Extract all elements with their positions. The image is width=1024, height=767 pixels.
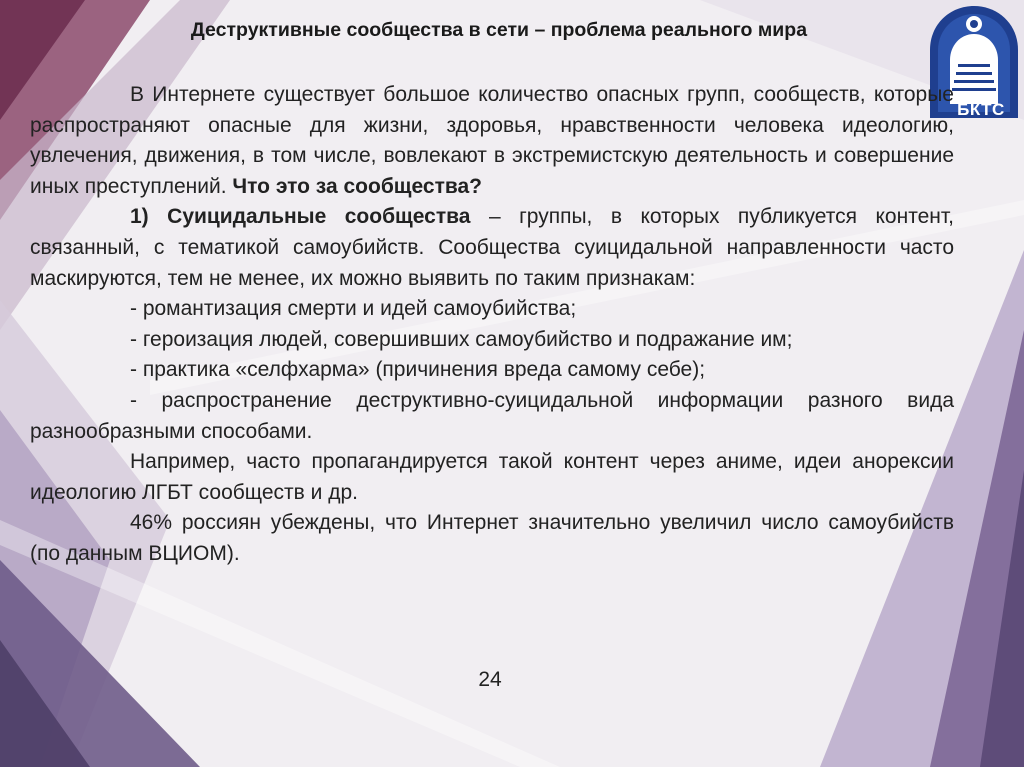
slide-title: Деструктивные сообщества в сети – проблема реального мира xyxy=(190,19,808,41)
example-paragraph: Например, часто пропагандируется такой контент через аниме, идеи анорексии идеологию ЛГБТ сообществ и др. xyxy=(30,450,954,504)
stat-paragraph: 46% россиян убеждены, что Интернет значительно увеличил число самоубийств (по данным ВЦИОМ). xyxy=(30,511,954,565)
intro-text: В Интернете существует большое количество опасных групп, сообществ, которые распространяют опасные для жизни, здоровья, нравственности человека идеологию, увлечения, движения, в том числе, вовлекают в экстремистскую деятельность и совершение иных преступлений. xyxy=(30,83,954,198)
page-number: 24 xyxy=(478,668,502,691)
sign-item: - романтизация смерти и идей самоубийства; xyxy=(130,297,577,321)
sign-item: - героизация людей, совершивших самоубийство и подражание им; xyxy=(130,327,793,351)
item1-lead: 1) Суицидальные сообщества xyxy=(130,205,471,229)
sign-item: - практика «селфхарма» (причинения вреда самому себе); xyxy=(130,358,706,382)
question-text: Что это за сообщества? xyxy=(232,174,483,198)
sign-item: - распространение деструктивно-суицидальной информации разного вида разнообразными способами. xyxy=(30,388,954,443)
slide-body xyxy=(30,80,954,570)
item1-paragraph xyxy=(30,202,954,294)
logo-text: БКТС xyxy=(957,100,1005,119)
intro-paragraph xyxy=(30,80,954,202)
item1-text: – группы, в которых публикуется контент, связанный, с тематикой самоубийств. Сообщества суицидальной направленности часто маскируются, тем не менее, их можно выявить по таким признакам: xyxy=(30,205,954,290)
